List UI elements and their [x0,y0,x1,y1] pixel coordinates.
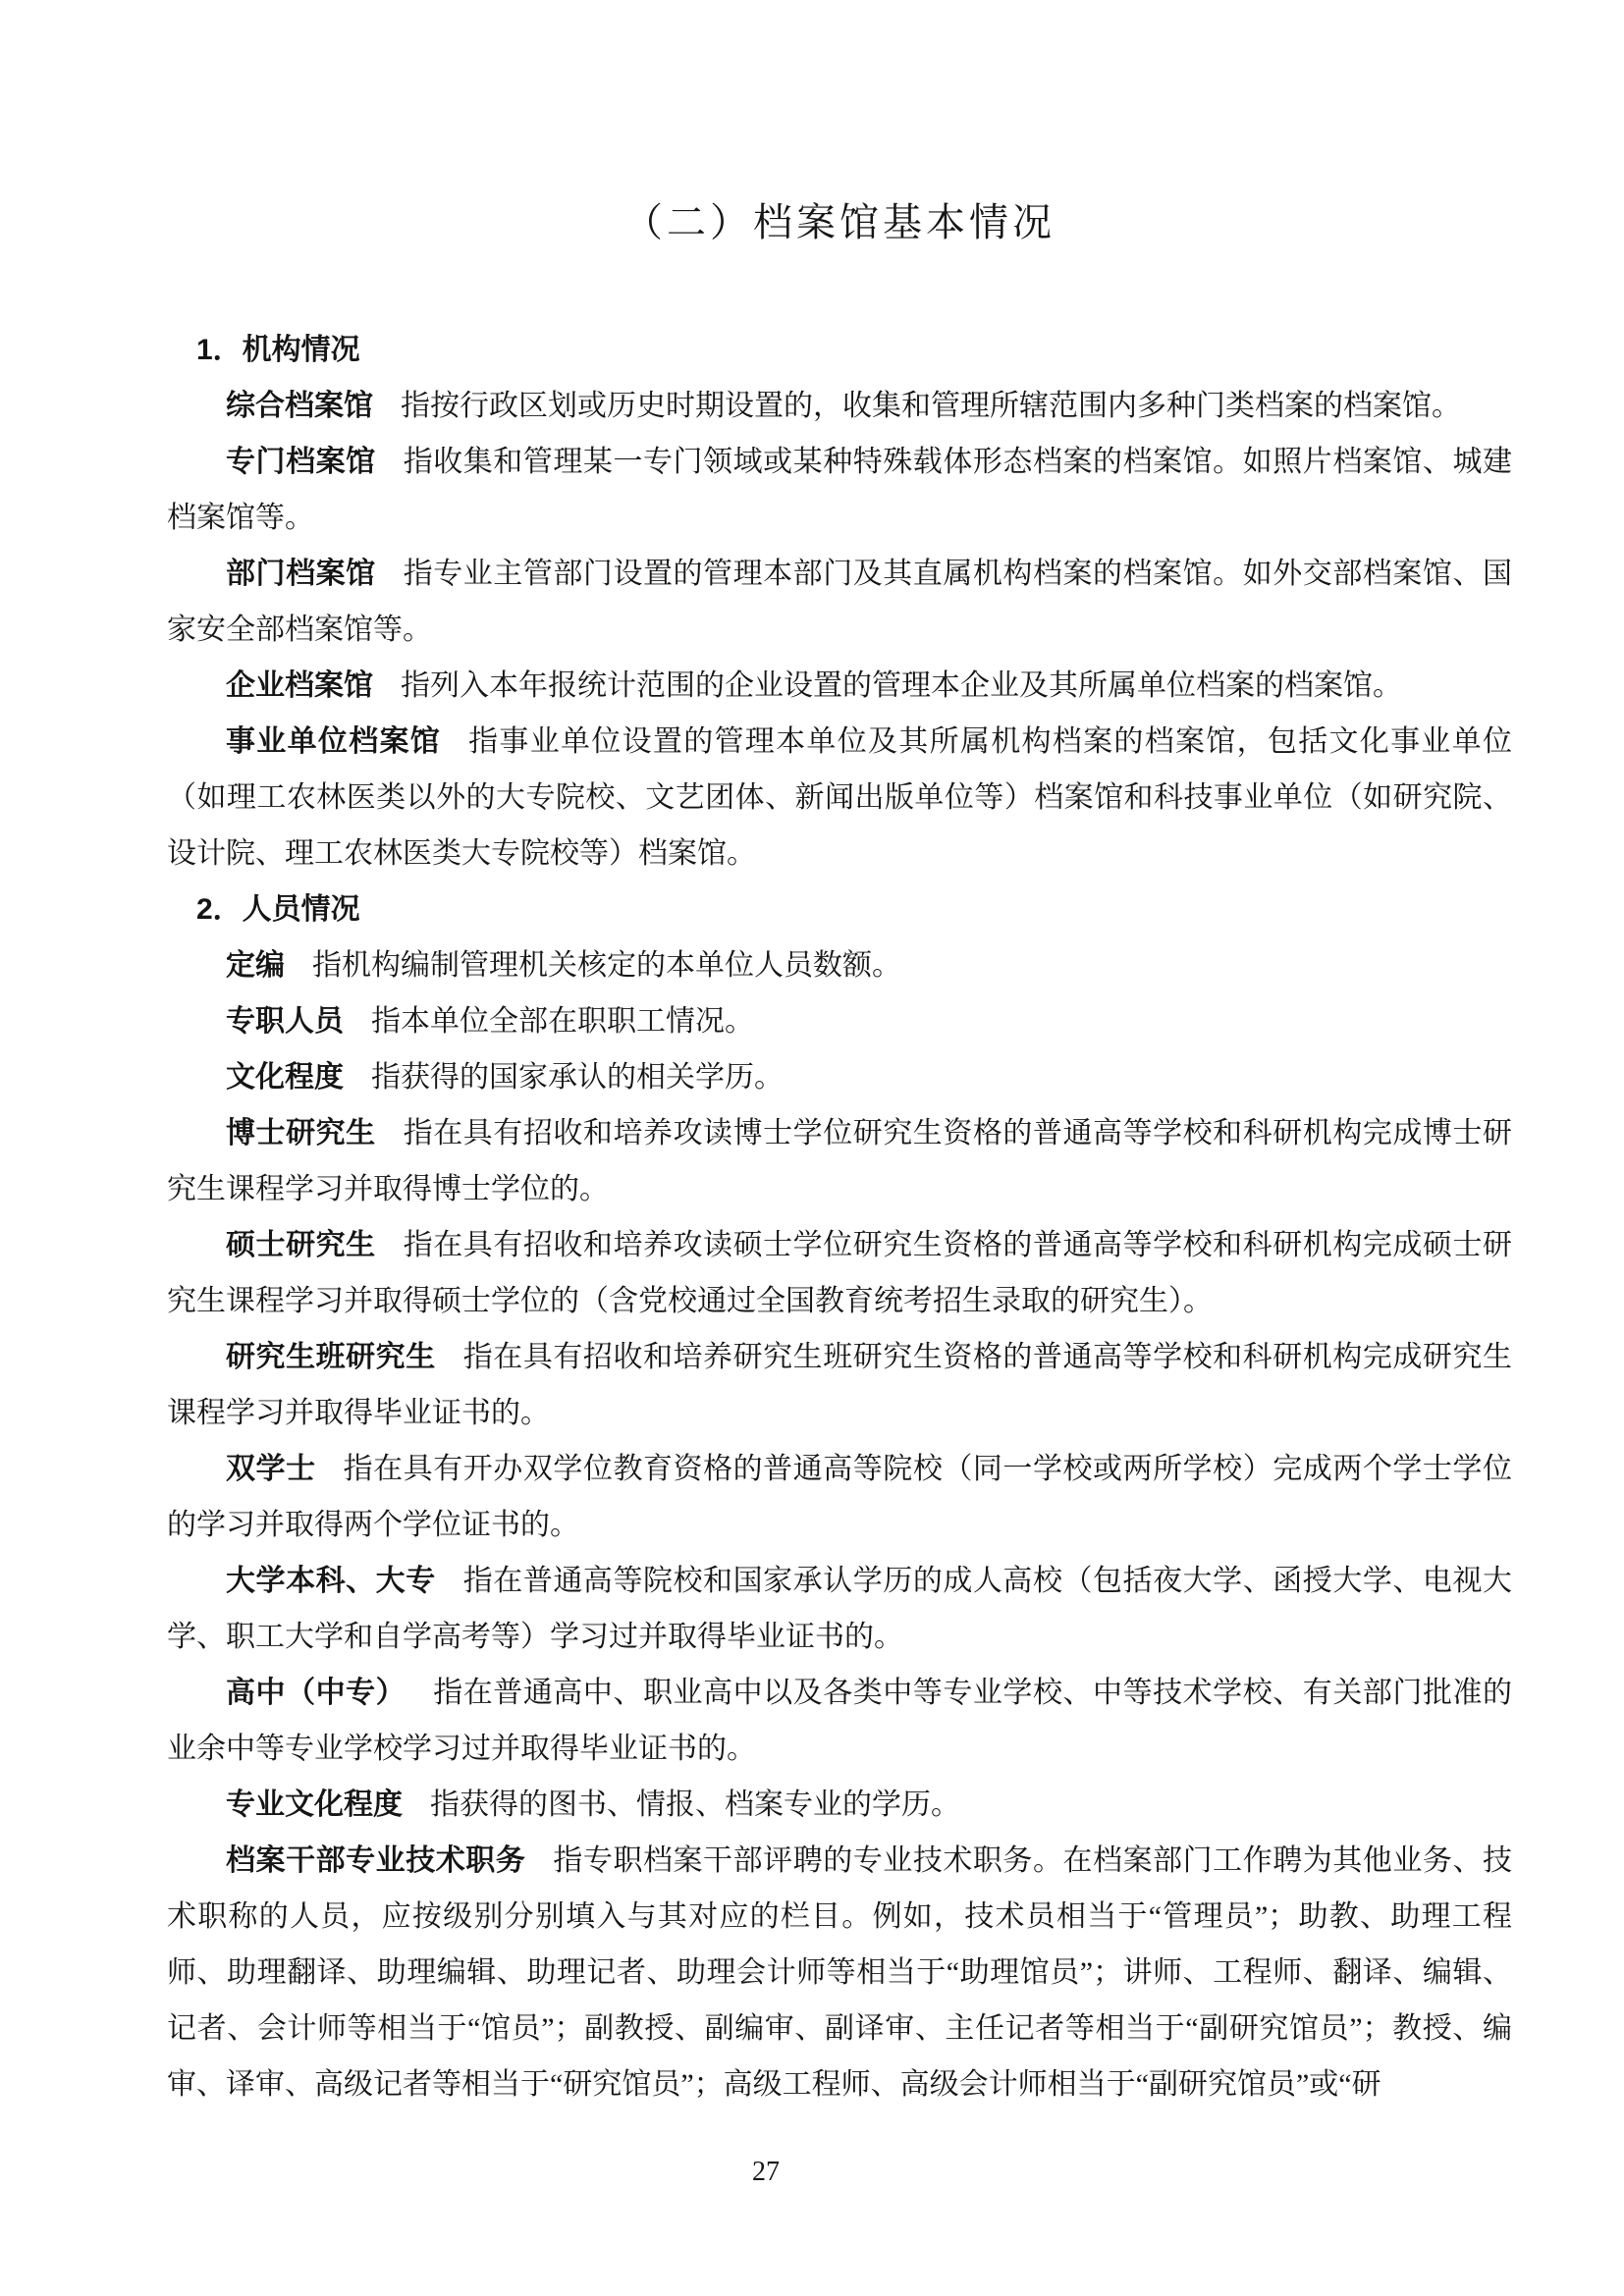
definition-paragraph [167,1329,1512,1441]
definition-paragraph [167,1105,1512,1217]
term: 定编 [226,949,285,982]
definition-paragraph [167,714,1512,881]
definition-text: 指在具有招收和培养研究生班研究生资格的普通高等学校和科研机构完成研究生课程学习并取得毕业证书的。 [167,1341,1513,1429]
term: 综合档案馆 [226,390,373,422]
term: 大学本科、大专 [226,1565,436,1597]
definition-paragraph [167,378,1512,434]
definition-text: 指机构编制管理机关核定的本单位人员数额。 [312,949,901,982]
definition-text: 指本单位全部在职职工情况。 [371,1005,754,1038]
term: 文化程度 [226,1061,344,1094]
term: 硕士研究生 [226,1229,376,1261]
definition-text: 指在普通高中、职业高中以及各类中等专业学校、中等技术学校、有关部门批准的业余中等专业学校学习过并取得毕业证书的。 [167,1677,1513,1765]
definition-text: 指在具有招收和培养攻读硕士学位研究生资格的普通高等学校和科研机构完成硕士研究生课程学习并取得硕士学位的（含党校通过全国教育统考招生录取的研究生）。 [167,1229,1513,1317]
definition-text: 指获得的图书、情报、档案专业的学历。 [430,1789,960,1821]
definition-text: 指专职档案干部评聘的专业技术职务。在档案部门工作聘为其他业务、技术职称的人员，应按级别分别填入与其对应的栏目。例如，技术员相当于“管理员”；助教、助理工程师、助理翻译、助理编辑、助理记者、助理会计师等相当于“助理馆员”；讲师、工程师、翻译、编辑、记者、会计师等相当于“馆员”；副教授、副编审、副译审、主任记者等相当于“副研究馆员”；教授、编审、译审、高级记者等相当于“研究馆员”；高级工程师、高级会计师相当于“副研究馆员”或“研 [167,1844,1513,2101]
definition-text: 指在具有开办双学位教育资格的普通高等院校（同一学校或两所学校）完成两个学士学位的学习并取得两个学位证书的。 [167,1453,1513,1541]
term: 双学士 [226,1453,316,1485]
definition-text: 指专业主管部门设置的管理本部门及其直属机构档案的档案馆。如外交部档案馆、国家安全部档案馆等。 [167,558,1513,646]
definition-text: 指收集和管理某一专门领域或某种特殊载体形态档案的档案馆。如照片档案馆、城建档案馆等。 [167,446,1513,534]
definition-paragraph [167,1553,1512,1665]
term: 档案干部专业技术职务 [226,1844,526,1877]
page-number: 27 [752,2157,780,2187]
section-heading-institutions: 1．机构情况 [196,334,360,366]
definition-paragraph [167,993,1512,1049]
term: 企业档案馆 [226,669,373,702]
term: 专职人员 [226,1005,344,1038]
definition-paragraph [167,1049,1512,1105]
section-heading-personnel: 2．人员情况 [196,893,360,926]
definition-text: 指事业单位设置的管理本单位及其所属机构档案的档案馆，包括文化事业单位（如理工农林医类以外的大专院校、文艺团体、新闻出版单位等）档案馆和科技事业单位（如研究院、设计院、理工农林医类大专院校等）档案馆。 [167,725,1513,870]
definition-paragraph [167,1777,1512,1833]
term: 高中（中专） [226,1677,406,1709]
definition-text: 指在具有招收和培养攻读博士学位研究生资格的普通高等学校和科研机构完成博士研究生课程学习并取得博士学位的。 [167,1117,1513,1205]
term: 事业单位档案馆 [226,725,442,758]
definition-text: 指获得的国家承认的相关学历。 [371,1061,784,1094]
definition-paragraph [167,1217,1512,1329]
definition-paragraph [167,1665,1512,1777]
definition-text: 指在普通高等院校和国家承认学历的成人高校（包括夜大学、函授大学、电视大学、职工大学和自学高考等）学习过并取得毕业证书的。 [167,1565,1513,1653]
term: 专门档案馆 [226,446,376,478]
term: 博士研究生 [226,1117,376,1149]
definition-paragraph [167,658,1512,714]
definition-paragraph [167,1441,1512,1553]
definition-paragraph [167,434,1512,546]
term: 部门档案馆 [226,558,376,590]
term: 研究生班研究生 [226,1341,436,1373]
definition-text: 指按行政区划或历史时期设置的，收集和管理所辖范围内多种门类档案的档案馆。 [401,390,1461,422]
term: 专业文化程度 [226,1789,403,1821]
definition-paragraph [167,546,1512,658]
page-title: （二）档案馆基本情况 [623,200,1056,244]
definition-paragraph [167,937,1512,993]
definition-paragraph [167,1833,1512,2112]
definition-text: 指列入本年报统计范围的企业设置的管理本企业及其所属单位档案的档案馆。 [401,669,1402,702]
